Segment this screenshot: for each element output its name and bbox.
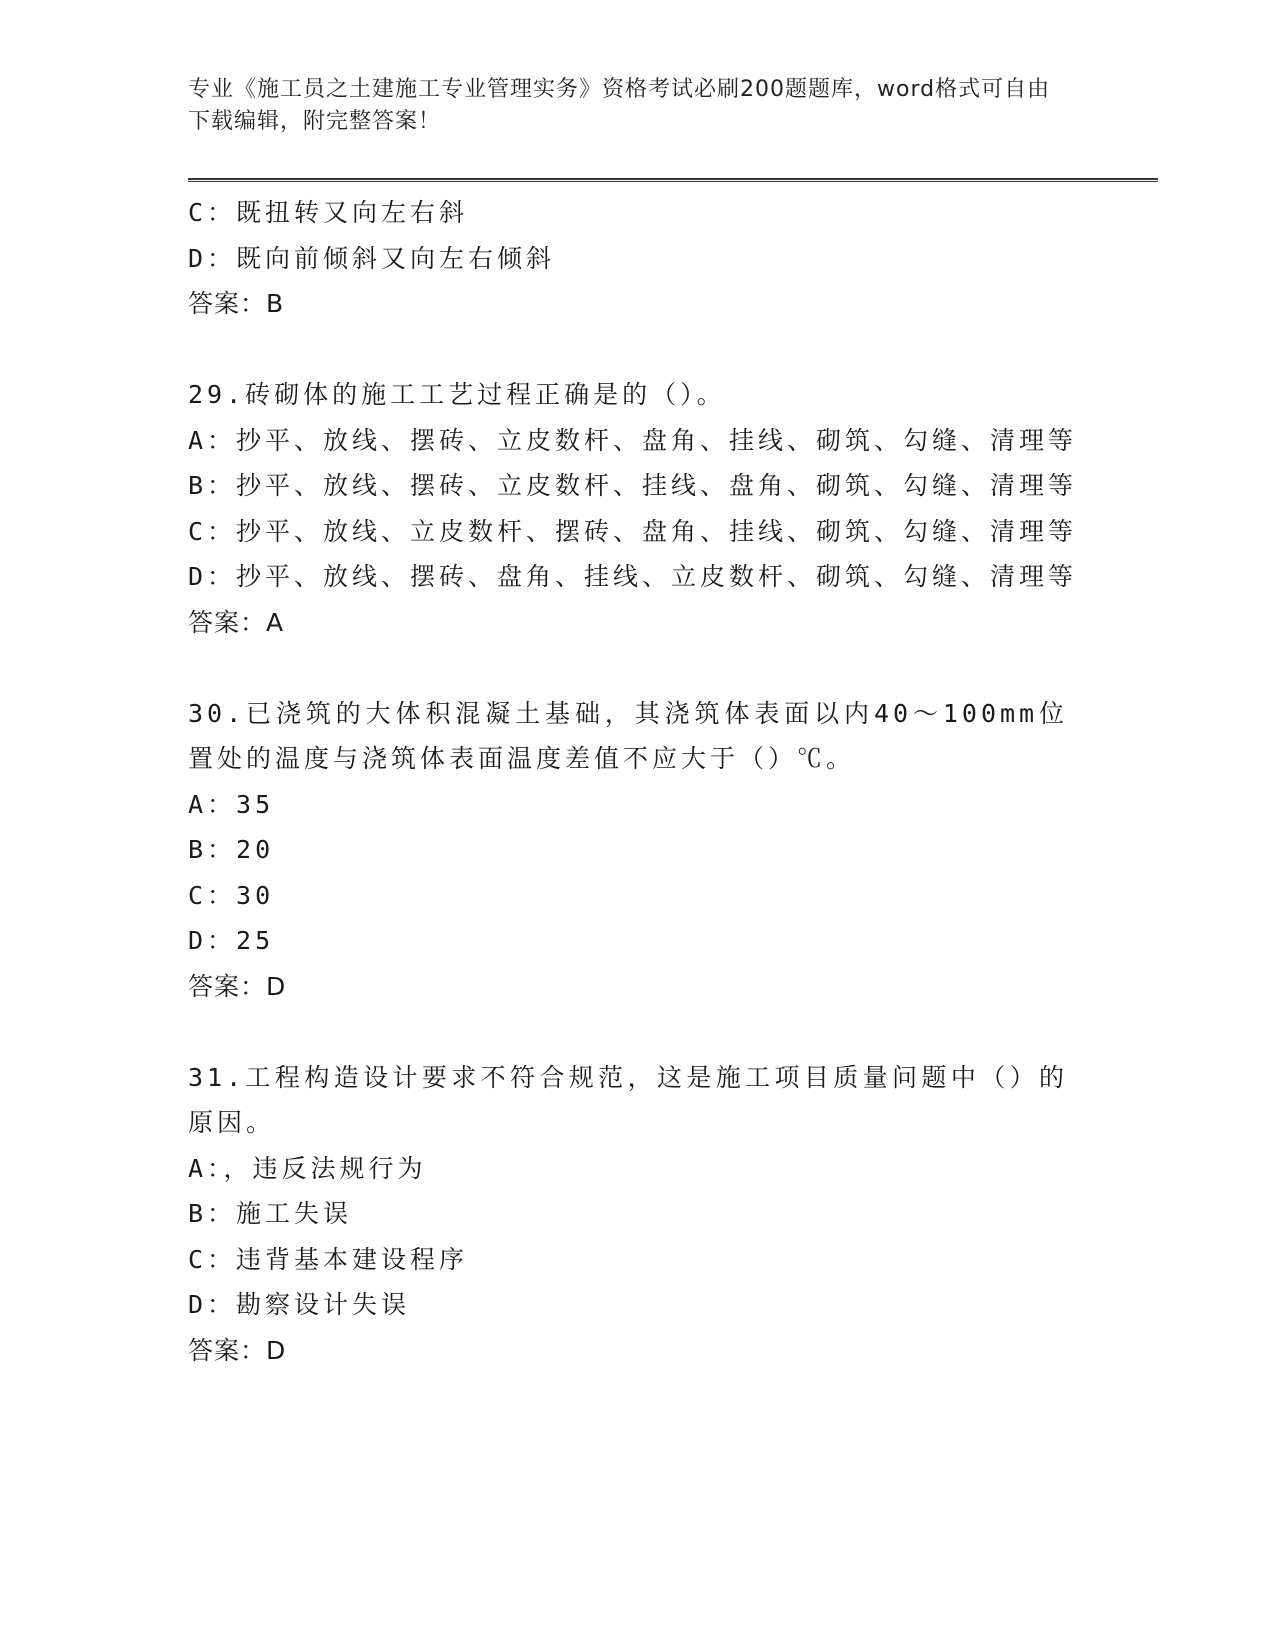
- q30-option-d: D：25: [188, 926, 275, 955]
- q29-option-c: C：抄平、放线、立皮数杆、摆砖、盘角、挂线、砌筑、勾缝、清理等: [188, 516, 1078, 546]
- q31-option-b: B：施工失误: [188, 1199, 353, 1228]
- spacer: [188, 1009, 1088, 1055]
- q30-option-c: C：30: [188, 880, 275, 910]
- q28-option-c: C：既扭转又向左右斜: [188, 198, 469, 227]
- spacer: [188, 645, 1088, 691]
- q28-answer: 答案：B: [188, 289, 285, 318]
- q31-option-d: D：勘察设计失误: [188, 1290, 411, 1319]
- q30-question: 30.已浇筑的大体积混凝土基础，其浇筑体表面以内40～100mm位置处的温度与浇筑体表面温度差值不应大于（）℃。: [188, 698, 1068, 773]
- q30-answer: 答案：D: [188, 971, 287, 1001]
- q29-option-a: A：抄平、放线、摆砖、立皮数杆、盘角、挂线、砌筑、勾缝、清理等: [188, 425, 1078, 455]
- q31-option-a: A：，违反法规行为: [188, 1153, 427, 1183]
- q29-question: 29.砖砌体的施工工艺过程正确是的（）。: [188, 380, 726, 409]
- q31-answer: 答案：D: [188, 1335, 287, 1365]
- q29-option-d: D：抄平、放线、摆砖、盘角、挂线、立皮数杆、砌筑、勾缝、清理等: [188, 562, 1078, 591]
- q30-option-b: B：20: [188, 835, 275, 864]
- q29-option-b: B：抄平、放线、摆砖、立皮数杆、挂线、盘角、砌筑、勾缝、清理等: [188, 471, 1078, 500]
- spacer: [188, 327, 1088, 373]
- header-divider: [188, 178, 1158, 182]
- q28-option-d: D：既向前倾斜又向左右倾斜: [188, 243, 556, 273]
- question-content: [188, 190, 1088, 1373]
- q31-question: 31.工程构造设计要求不符合规范，这是施工项目质量问题中（）的原因。: [188, 1062, 1068, 1137]
- q31-option-c: C：违背基本建设程序: [188, 1244, 469, 1274]
- page-header-title: 专业《施工员之土建施工专业管理实务》资格考试必刷200题题库，word格式可自由下载编辑，附完整答案！: [188, 77, 1051, 134]
- q30-option-a: A：35: [188, 789, 275, 819]
- q29-answer: 答案：A: [188, 607, 285, 637]
